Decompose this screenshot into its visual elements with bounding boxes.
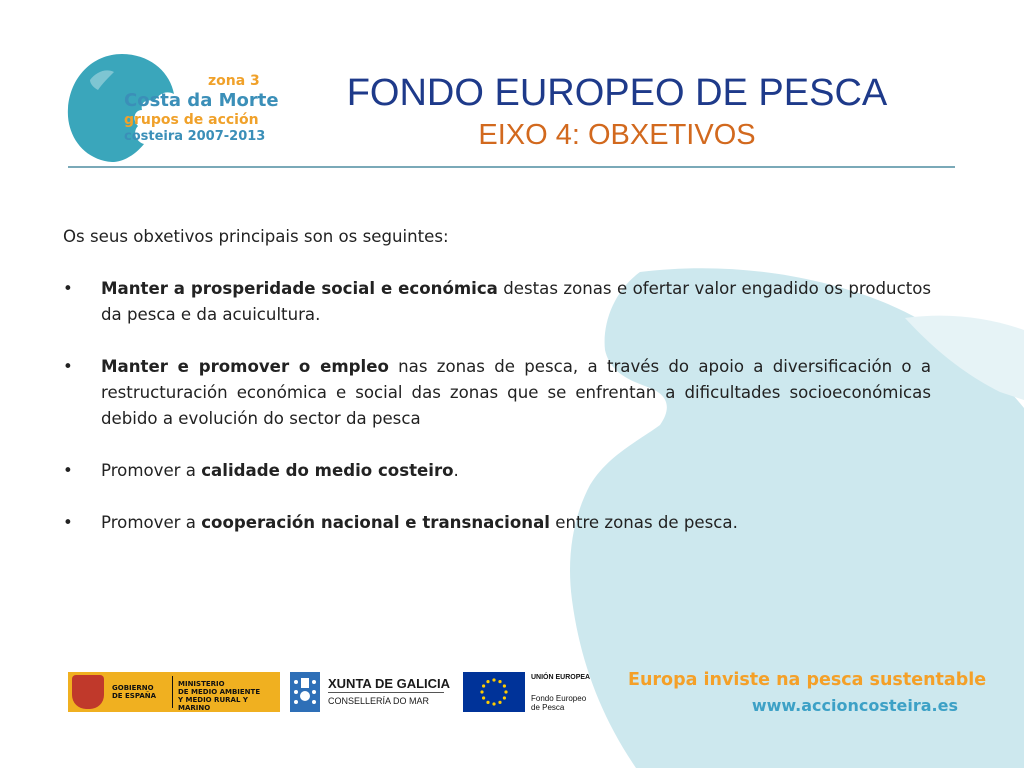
logo-zone-label: zona 3 — [208, 73, 260, 89]
eu-fund-line: de Pesca — [531, 703, 565, 712]
spain-coat-of-arms-icon — [72, 675, 104, 709]
xunta-name: XUNTA DE GALICIA — [328, 676, 451, 691]
logo-line-3: costeira 2007-2013 — [124, 129, 266, 144]
eu-fund-name — [531, 694, 586, 712]
objective-prefix: Promover a — [101, 513, 202, 532]
gobierno-espana-logo — [68, 672, 280, 712]
xunta-department: CONSELLERÍA DO MAR — [328, 696, 430, 706]
bullet-icon: • — [63, 357, 73, 376]
objectives-content — [63, 224, 931, 562]
objective-item — [63, 458, 931, 484]
objective-bold: cooperación nacional e transnacional — [201, 513, 550, 532]
objective-item — [63, 510, 931, 536]
page-title: FONDO EUROPEO DE PESCA — [346, 72, 888, 114]
eu-fund-line: Fondo Europeo — [531, 694, 587, 703]
gov-spain-line: DE ESPAÑA — [112, 692, 157, 700]
intro-text: Os seus obxetivos principais son os seguintes: — [63, 227, 449, 246]
logo-line-2: grupos de acción — [124, 112, 259, 128]
ministry-line: DE MEDIO AMBIENTE — [178, 688, 261, 696]
logo-line-1: Costa da Morte — [124, 90, 279, 111]
bullet-icon: • — [63, 279, 73, 298]
sponsor-footer — [0, 660, 1024, 720]
objective-prefix: Promover a — [101, 461, 202, 480]
eu-fund-logo — [463, 672, 623, 712]
objective-text: destas zonas e ofertar valor engadido os productos da pesca e da acuicultura. — [101, 279, 932, 324]
ministry-line: Y MEDIO RURAL Y MARINO — [178, 696, 248, 712]
gov-spain-separator — [172, 676, 173, 708]
objective-bold: calidade do medio costeiro — [201, 461, 454, 480]
website-link[interactable]: www.accioncosteira.es — [751, 696, 958, 715]
objective-text: entre zonas de pesca. — [549, 513, 738, 532]
header-divider — [68, 166, 955, 168]
xunta-galicia-logo — [286, 672, 458, 712]
xunta-divider — [328, 692, 444, 693]
bullet-icon: • — [63, 461, 73, 480]
objective-bold: Manter e promover o empleo — [101, 357, 389, 376]
objective-text: nas zonas de pesca, a través do apoio a diversificación o a restructuración económica e social das zonas que se enfrentan a dificultades socioeconómicas debido a evolución do sector da pesca — [101, 357, 931, 428]
objective-text: . — [453, 461, 459, 480]
eu-flag-icon — [463, 672, 525, 712]
costa-da-morte-logo — [62, 50, 279, 168]
ministry-line: MINISTERIO — [178, 680, 225, 688]
objective-item — [63, 276, 931, 328]
objective-item — [63, 354, 931, 432]
xunta-emblem-icon — [290, 672, 320, 712]
bullet-icon: • — [63, 513, 73, 532]
objective-bold: Manter a prosperidade social e económica — [101, 279, 498, 298]
eu-name: UNIÓN EUROPEA — [531, 674, 591, 681]
gov-spain-line: GOBIERNO — [112, 684, 154, 692]
page-subtitle: EIXO 4: OBXETIVOS — [478, 119, 756, 151]
slogan-text: Europa inviste na pesca sustentable — [628, 670, 987, 690]
gov-spain-right — [178, 680, 280, 712]
gov-spain-left — [112, 684, 156, 700]
